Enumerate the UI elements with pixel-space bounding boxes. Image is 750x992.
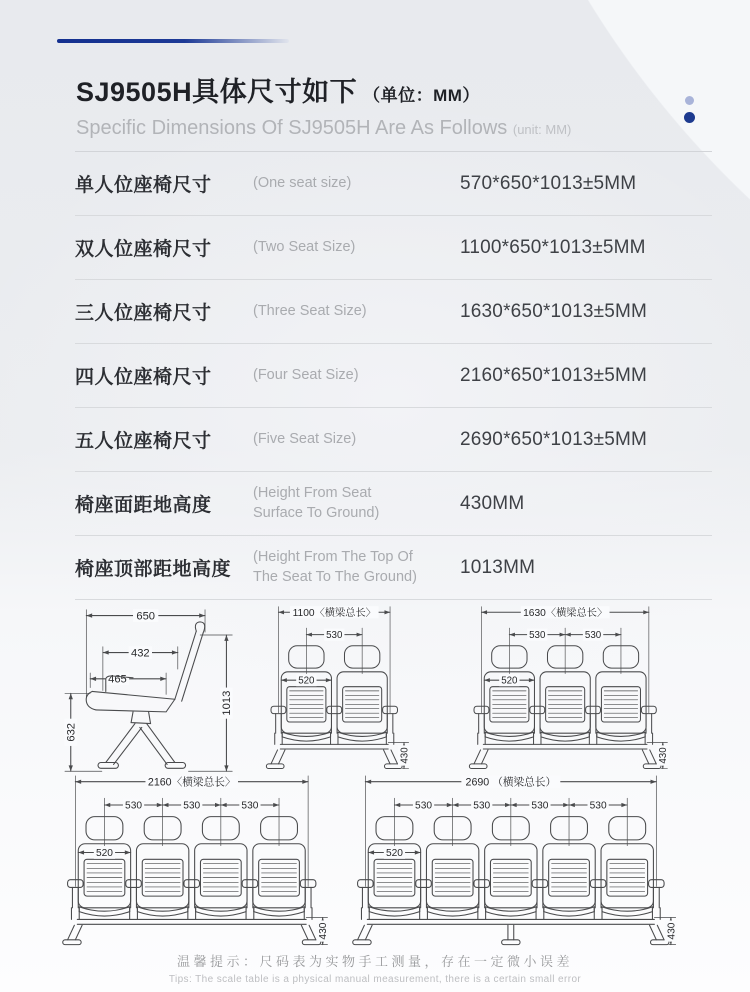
page-subtitle-unit: (unit: MM) [512, 122, 572, 137]
rear-leg [140, 724, 175, 765]
row-label-en: (Height From Seat Surface To Ground) [253, 484, 380, 521]
svg-text:530: 530 [241, 800, 259, 812]
row-label-en: (Four Seat Size) [253, 366, 359, 383]
dim-overall-height: 1013 [221, 690, 234, 716]
svg-text:520: 520 [298, 675, 315, 687]
row-label-cn: 椅座顶部距地高度 [75, 559, 232, 580]
page-title-cn: SJ9505H具体尺寸如下 [76, 77, 358, 107]
page-title [76, 70, 480, 109]
row-label-cn: 五人位座椅尺寸 [75, 431, 212, 452]
drawing-three-seat-front [461, 603, 669, 779]
row-label-cn: 四人位座椅尺寸 [75, 367, 212, 388]
svg-text:520: 520 [95, 847, 113, 859]
front-leg [106, 724, 142, 765]
row-value: 570*650*1013±5MM [460, 172, 637, 194]
front-view-svg-3-seats [461, 603, 669, 774]
side-view-svg [57, 600, 247, 780]
svg-text:2690 （横梁总长）: 2690 （横梁总长） [465, 776, 557, 789]
decor-dot-light [685, 96, 694, 105]
row-label-en: (Five Seat Size) [253, 430, 357, 447]
page-subtitle-en: Specific Dimensions Of SJ9505H Are As Follows [76, 117, 508, 139]
decor-dot-dark [684, 112, 695, 123]
row-value: 430MM [460, 492, 525, 514]
dim-back-depth: 432 [131, 647, 150, 660]
svg-text:430: 430 [399, 747, 411, 764]
row-value: 2160*650*1013±5MM [460, 364, 648, 386]
svg-text:530: 530 [326, 629, 343, 641]
row-value: 2690*650*1013±5MM [460, 428, 648, 450]
table-row [75, 152, 712, 216]
row-label-cn: 椅座面距地高度 [75, 495, 212, 516]
table-row [75, 408, 712, 472]
table-row [75, 280, 712, 344]
svg-text:530: 530 [125, 800, 143, 812]
row-value: 1100*650*1013±5MM [460, 236, 646, 258]
svg-text:2160〈横梁总长〉: 2160〈横梁总长〉 [147, 776, 236, 789]
svg-text:430: 430 [658, 747, 670, 764]
size-table [75, 152, 712, 600]
dim-seat-front-height: 632 [65, 723, 78, 742]
svg-text:530: 530 [584, 629, 602, 641]
svg-text:520: 520 [385, 847, 403, 859]
svg-text:530: 530 [531, 800, 549, 812]
row-label-en: (One seat size) [253, 174, 352, 191]
accent-line [57, 39, 289, 43]
svg-text:1630〈横梁总长〉: 1630〈横梁总长〉 [523, 607, 608, 619]
table-row [75, 344, 712, 408]
row-value: 1013MM [460, 556, 536, 578]
row-label-en: (Two Seat Size) [253, 238, 356, 255]
footer-tip-cn: 温馨提示：尺码表为实物手工测量，存在一定微小误差 [176, 954, 573, 969]
row-label-en: (Height From The Top Of The Seat To The Ground) [253, 548, 417, 585]
row-value: 1630*650*1013±5MM [460, 300, 648, 322]
svg-text:1100〈横梁总长〉: 1100〈横梁总长〉 [292, 607, 376, 619]
table-row [75, 472, 712, 536]
svg-text:530: 530 [589, 800, 607, 812]
seat-outline [92, 691, 175, 699]
svg-text:520: 520 [501, 675, 518, 687]
row-label-en: (Three Seat Size) [253, 302, 367, 319]
drawing-five-seat-front [344, 772, 678, 955]
row-label-cn: 单人位座椅尺寸 [75, 175, 212, 196]
dim-overall-depth: 650 [136, 610, 155, 623]
table-row [75, 216, 712, 280]
svg-text:430: 430 [318, 922, 330, 940]
page-subtitle [76, 117, 571, 140]
drawing-four-seat-front [54, 772, 329, 955]
drawing-side-view-single-seat [57, 600, 247, 785]
row-label-cn: 三人位座椅尺寸 [75, 303, 212, 324]
svg-text:430: 430 [666, 922, 678, 940]
footer-note [0, 951, 750, 985]
dim-seat-depth: 465 [108, 673, 127, 686]
row-label-cn: 双人位座椅尺寸 [75, 239, 212, 260]
svg-text:530: 530 [473, 800, 491, 812]
footer-tip-en: Tips: The scale table is a physical manual measurement, there is a certain small error [168, 974, 582, 985]
front-view-svg-2-seats [258, 603, 411, 774]
drawing-two-seat-front [258, 603, 411, 779]
page-title-unit: （单位：MM） [363, 86, 480, 105]
front-view-svg-4-seats [54, 772, 329, 950]
svg-text:530: 530 [415, 800, 433, 812]
table-row [75, 536, 712, 600]
svg-text:530: 530 [529, 629, 546, 641]
front-view-svg-5-seats [344, 772, 678, 950]
svg-text:530: 530 [183, 800, 201, 812]
